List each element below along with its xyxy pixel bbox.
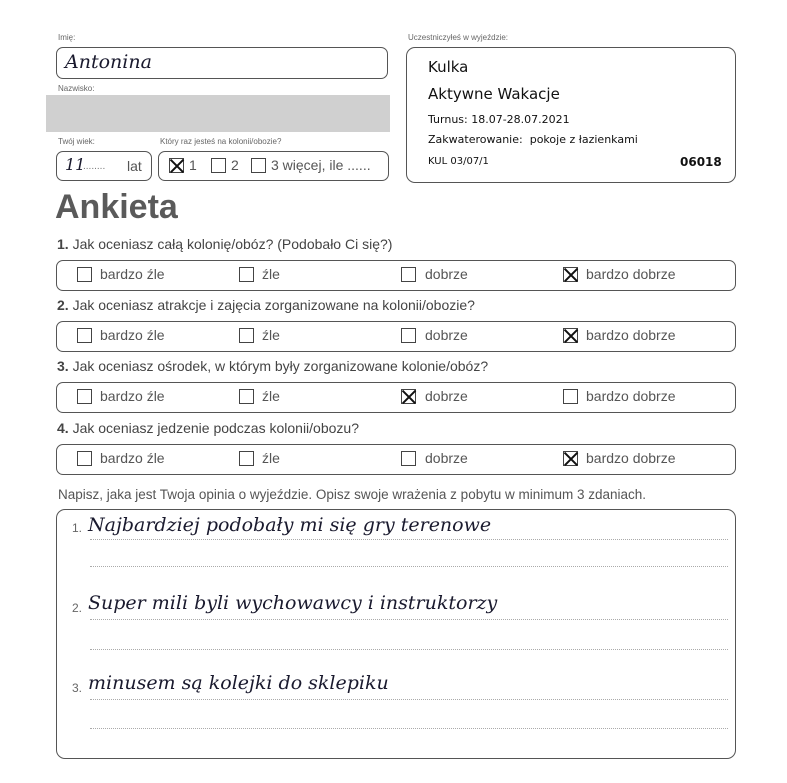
question-4-options (56, 444, 736, 475)
opinion-line (90, 728, 728, 729)
q1-option-bardzo-dobrze-label: bardzo dobrze (586, 266, 676, 282)
age-unit: lat (127, 158, 142, 174)
question-2-text: 2. Jak oceniasz atrakcje i zajęcia zorganizowane na kolonii/obozie? (57, 297, 475, 313)
q4-option-bardzo-dobrze-checkbox[interactable] (563, 451, 578, 466)
name-field[interactable] (56, 47, 388, 79)
q1-option-dobrze-checkbox[interactable] (401, 267, 416, 282)
opinion-1-text: Najbardziej podobały mi się gry terenowe (88, 514, 492, 536)
q3-option-bardzo-dobrze-checkbox[interactable] (563, 389, 578, 404)
opinion-box[interactable] (56, 509, 736, 759)
q1-option-dobrze-label: dobrze (425, 266, 468, 282)
opinion-line (90, 619, 728, 620)
times-field (158, 151, 389, 181)
q2-option-bardzo-zle-label: bardzo źle (100, 327, 165, 343)
q3-option-zle-checkbox[interactable] (239, 389, 254, 404)
age-value: 11 (65, 155, 86, 174)
q4-option-bardzo-dobrze-label: bardzo dobrze (586, 450, 676, 466)
q4-option-zle-label: źle (262, 450, 280, 466)
q2-option-bardzo-dobrze-label: bardzo dobrze (586, 327, 676, 343)
q3-option-bardzo-dobrze-label: bardzo dobrze (586, 388, 676, 404)
name-value: Antonina (65, 51, 152, 73)
opinion-1-number: 1. (72, 521, 83, 535)
q3-option-bardzo-zle-label: bardzo źle (100, 388, 165, 404)
trip-accommodation-value: pokoje z łazienkami (529, 133, 638, 146)
age-field[interactable] (56, 151, 152, 181)
opinion-2-text: Super mili byli wychowawcy i instruktorzy (88, 592, 498, 614)
question-1-options (56, 260, 736, 291)
opinion-2-number: 2. (72, 601, 83, 615)
opinion-prompt: Napisz, jaka jest Twoja opinia o wyjeździe. Opisz swoje wrażenia z pobytu w minimum 3 zdaniach. (58, 487, 647, 502)
opinion-3-text: minusem są kolejki do sklepiku (88, 672, 389, 694)
q1-option-zle-label: źle (262, 266, 280, 282)
trip-accommodation (428, 133, 638, 146)
trip-name: Kulka (428, 58, 469, 76)
trip-code: KUL 03/07/1 (428, 156, 489, 167)
q3-option-zle-label: źle (262, 388, 280, 404)
times-option-1-checkbox[interactable] (169, 158, 184, 173)
times-option-1-label: 1 (189, 157, 197, 173)
question-1-text: 1. Jak oceniasz całą kolonię/obóz? (Podobało Ci się?) (57, 236, 393, 252)
q4-option-dobrze-checkbox[interactable] (401, 451, 416, 466)
name-label: Imię: (58, 33, 76, 42)
q3-option-bardzo-zle-checkbox[interactable] (77, 389, 92, 404)
q2-option-dobrze-label: dobrze (425, 327, 468, 343)
times-option-2-label: 2 (231, 157, 239, 173)
opinion-line (90, 566, 728, 567)
q2-option-bardzo-zle-checkbox[interactable] (77, 328, 92, 343)
times-option-3-label: 3 więcej, ile ...... (271, 157, 371, 173)
q4-option-bardzo-zle-label: bardzo źle (100, 450, 165, 466)
question-2-options (56, 321, 736, 352)
question-3-text: 3. Jak oceniasz ośrodek, w którym były zorganizowane kolonie/obóz? (57, 358, 489, 374)
question-3-options (56, 382, 736, 413)
trip-program: Aktywne Wakacje (428, 85, 560, 103)
trip-turnus: Turnus: 18.07-28.07.2021 (428, 113, 570, 126)
trip-label: Uczestniczyłeś w wyjeździe: (408, 33, 509, 42)
age-label: Twój wiek: (58, 137, 95, 146)
q2-option-zle-checkbox[interactable] (239, 328, 254, 343)
q1-option-zle-checkbox[interactable] (239, 267, 254, 282)
q2-option-bardzo-dobrze-checkbox[interactable] (563, 328, 578, 343)
q2-option-dobrze-checkbox[interactable] (401, 328, 416, 343)
times-option-2-checkbox[interactable] (211, 158, 226, 173)
q3-option-dobrze-label: dobrze (425, 388, 468, 404)
times-option-3-checkbox[interactable] (251, 158, 266, 173)
opinion-line (90, 539, 728, 540)
times-label: Który raz jesteś na kolonii/obozie? (160, 137, 282, 146)
opinion-line (90, 699, 728, 700)
trip-number: 06018 (680, 155, 722, 169)
q1-option-bardzo-zle-label: bardzo źle (100, 266, 165, 282)
q1-option-bardzo-zle-checkbox[interactable] (77, 267, 92, 282)
q4-option-bardzo-zle-checkbox[interactable] (77, 451, 92, 466)
q4-option-zle-checkbox[interactable] (239, 451, 254, 466)
q1-option-bardzo-dobrze-checkbox[interactable] (563, 267, 578, 282)
trip-accommodation-label: Zakwaterowanie: (428, 133, 523, 146)
age-dots: ........ (83, 161, 106, 172)
surname-label: Nazwisko: (58, 84, 95, 93)
opinion-line (90, 649, 728, 650)
q2-option-zle-label: źle (262, 327, 280, 343)
page-title: Ankieta (55, 188, 178, 226)
question-4-text: 4. Jak oceniasz jedzenie podczas kolonii/obozu? (57, 420, 359, 436)
q3-option-dobrze-checkbox[interactable] (401, 389, 416, 404)
q4-option-dobrze-label: dobrze (425, 450, 468, 466)
opinion-3-number: 3. (72, 681, 83, 695)
surname-redacted (46, 95, 390, 132)
